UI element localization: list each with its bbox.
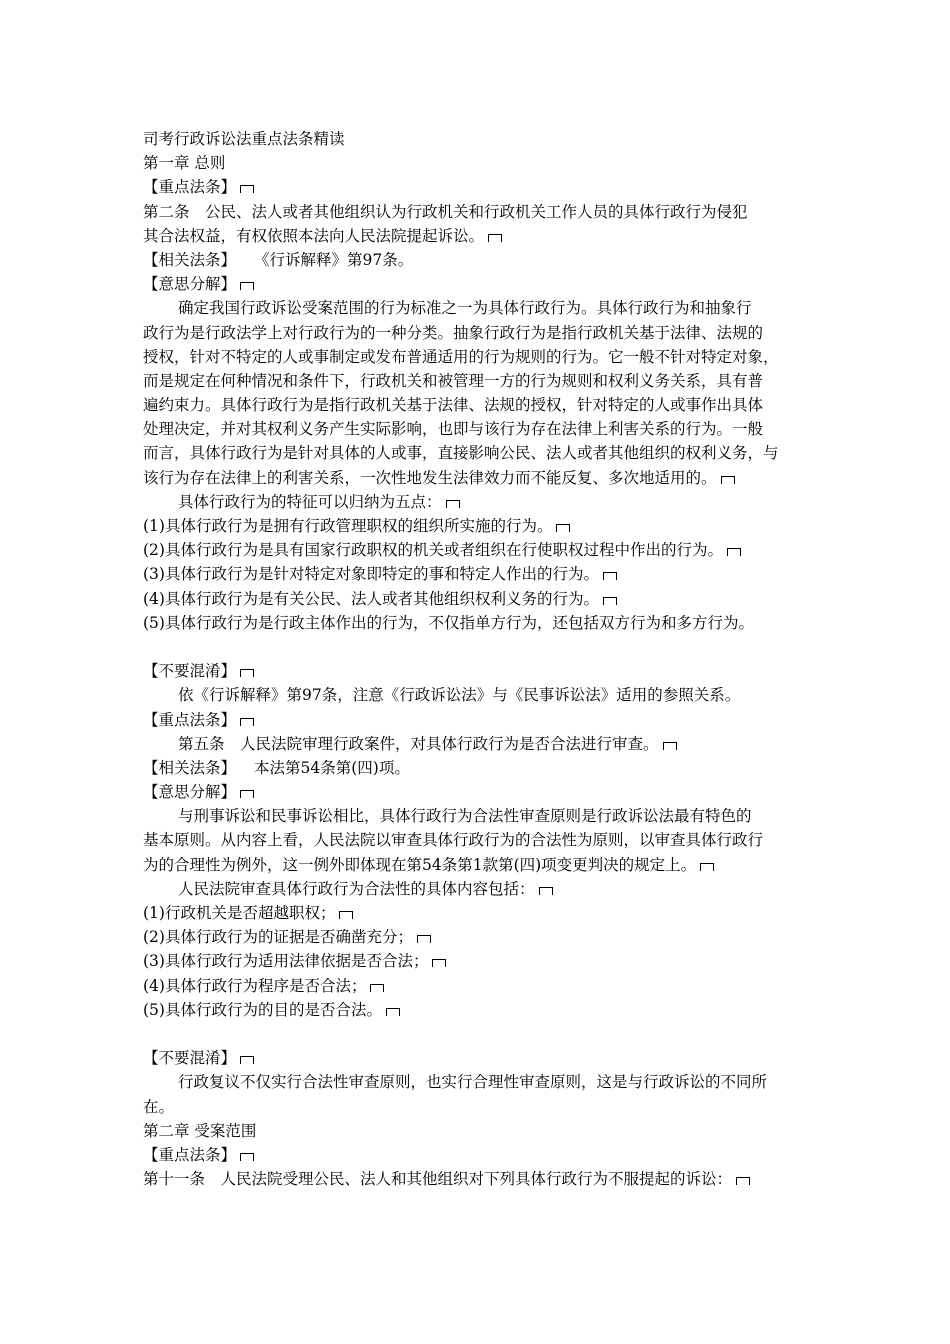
section-label-text: 【相关法条】 — [143, 250, 237, 269]
section-label — [143, 175, 823, 199]
list-item — [143, 514, 823, 538]
paragraph-mark-icon — [736, 1177, 750, 1185]
paragraph-mark-icon — [663, 742, 677, 750]
paragraph-line: 遍约束力。具体行政行为是指行政机关基于法律、法规的授权，针对特定的人或事作出具体 — [143, 396, 764, 415]
list-item-text: (1)具体行政行为是拥有行政管理职权的组织所实施的行为。 — [143, 517, 553, 535]
paragraph-line: 在。 — [143, 1097, 175, 1116]
paragraph-line-text: 为的合理性为例外，这一例外即体现在第54条第1款第(四)项变更判决的规定上。 — [143, 855, 697, 874]
chapter-heading: 第一章 总则 — [143, 154, 226, 173]
paragraph-line — [143, 853, 823, 877]
list-item — [143, 925, 823, 949]
paragraph-mark-icon — [727, 548, 741, 556]
paragraph-mark-icon — [370, 984, 384, 992]
article-text-line: 其合法权益，有权依照本法向人民法院提起诉讼。 — [143, 226, 485, 245]
paragraph-line: 确定我国行政诉讼受案范围的行为标准之一为具体行政行为。具体行政行为和抽象行 — [178, 299, 752, 318]
paragraph-mark-icon — [446, 500, 460, 508]
section-label — [143, 780, 823, 804]
paragraph-line-text: 人民法院审查具体行政行为合法性的具体内容包括： — [178, 879, 535, 898]
article-text-line: 第五条 人民法院审理行政案件，对具体行政行为是否合法进行审查。 — [178, 734, 659, 753]
paragraph-mark-icon — [240, 282, 254, 290]
paragraph-line: 行政复议不仅实行合法性审查原则，也实行合理性审查原则，这是与行政诉讼的不同所 — [178, 1073, 768, 1092]
paragraph-line: 依《行诉解释》第97条，注意《行政诉讼法》与《民事诉讼法》适用的参照关系。 — [178, 686, 741, 705]
list-item-text: (5)具体行政行为的目的是否合法。 — [143, 1000, 382, 1019]
list-item-text: (4)具体行政行为程序是否合法； — [143, 976, 367, 995]
paragraph-mark-icon — [603, 572, 617, 580]
article-text — [143, 1167, 823, 1191]
section-label — [143, 708, 823, 732]
related-article-text: 本法第54条第(四)项。 — [254, 758, 410, 777]
paragraph-mark-icon — [240, 185, 254, 193]
paragraph-mark-icon — [240, 790, 254, 798]
section-label — [143, 659, 823, 683]
paragraph-mark-icon — [432, 959, 446, 967]
list-item-text: (2)具体行政行为是具有国家行政职权的机关或者组织在行使职权过程中作出的行为。 — [143, 541, 723, 560]
paragraph-mark-icon — [721, 476, 735, 484]
related-article-text: 《行诉解释》第97条。 — [254, 250, 414, 269]
paragraph-line: 而言，具体行政行为是针对具体的人或事，直接影响公民、法人或者其他组织的权利义务，与 — [143, 444, 779, 463]
section-label-text: 【意思分解】 — [143, 275, 237, 294]
section-label-text: 【不要混淆】 — [143, 662, 237, 681]
section-label — [143, 272, 823, 296]
paragraph-mark-icon — [556, 524, 570, 532]
paragraph-mark-icon — [539, 887, 553, 895]
paragraph-line — [143, 490, 823, 514]
related-article — [143, 756, 823, 780]
paragraph-mark-icon — [339, 911, 353, 919]
paragraph-line — [143, 466, 823, 490]
blank-line — [143, 1022, 823, 1046]
document-body — [143, 127, 823, 1191]
paragraph-line — [143, 877, 823, 901]
list-item — [143, 998, 823, 1022]
list-item — [143, 538, 823, 562]
article-text — [143, 224, 823, 248]
section-label-text: 【重点法条】 — [143, 1145, 237, 1164]
paragraph-line: 授权，针对不特定的人或事制定或发布普通适用的行为规则的行为。它一般不针对特定对象， — [143, 347, 779, 366]
list-item: (5)具体行政行为是行政主体作出的行为，不仅指单方行为，还包括双方行为和多方行为。 — [143, 613, 754, 632]
article-text — [143, 732, 823, 756]
list-item-text: (2)具体行政行为的证据是否确凿充分； — [143, 928, 413, 947]
list-item — [143, 901, 823, 925]
article-text: 第二条 公民、法人或者其他组织认为行政机关和行政机关工作人员的具体行政行为侵犯 — [143, 202, 748, 221]
list-item-text: (1)行政机关是否超越职权； — [143, 904, 336, 922]
section-label-text: 【重点法条】 — [143, 178, 237, 197]
paragraph-line: 与刑事诉讼和民事诉讼相比，具体行政行为合法性审查原则是行政诉讼法最有特色的 — [178, 807, 752, 826]
document-title: 司考行政诉讼法重点法条精读 — [143, 130, 345, 148]
chapter-heading: 第二章 受案范围 — [143, 1121, 257, 1140]
related-article — [143, 248, 823, 272]
article-text-line: 第十一条 人民法院受理公民、法人和其他组织对下列具体行政行为不服提起的诉讼： — [143, 1170, 733, 1189]
paragraph-mark-icon — [603, 597, 617, 605]
list-item — [143, 974, 823, 998]
paragraph-mark-icon — [700, 863, 714, 871]
paragraph-line-text: 具体行政行为的特征可以归纳为五点： — [178, 492, 442, 511]
paragraph-mark-icon — [240, 718, 254, 726]
list-item-text: (3)具体行政行为是针对特定对象即特定的事和特定人作出的行为。 — [143, 565, 599, 584]
list-item — [143, 949, 823, 973]
paragraph-mark-icon — [240, 1056, 254, 1064]
list-item-text: (3)具体行政行为适用法律依据是否合法； — [143, 952, 429, 971]
section-label-text: 【意思分解】 — [143, 783, 237, 802]
paragraph-line: 而是规定在何种情况和条件下，行政机关和被管理一方的行为规则和权利义务关系，具有普 — [143, 371, 764, 390]
list-item — [143, 587, 823, 611]
section-label — [143, 1143, 823, 1167]
list-item — [143, 562, 823, 586]
section-label-text: 【相关法条】 — [143, 758, 237, 777]
paragraph-mark-icon — [488, 234, 502, 242]
paragraph-mark-icon — [240, 669, 254, 677]
paragraph-line-text: 该行为存在法律上的利害关系，一次性地发生法律效力而不能反复、多次地适用的。 — [143, 468, 717, 487]
paragraph-mark-icon — [386, 1008, 400, 1016]
list-item-text: (4)具体行政行为是有关公民、法人或者其他组织权利义务的行为。 — [143, 589, 599, 608]
section-label-text: 【重点法条】 — [143, 710, 237, 729]
paragraph-mark-icon — [417, 935, 431, 943]
paragraph-line: 处理决定，并对其权利义务产生实际影响，也即与该行为存在法律上利害关系的行为。一般 — [143, 420, 764, 439]
paragraph-mark-icon — [240, 1153, 254, 1161]
blank-line — [143, 635, 823, 659]
paragraph-line: 基本原则。从内容上看，人民法院以审查具体行政行为的合法性为原则，以审查具体行政行 — [143, 831, 764, 850]
section-label-text: 【不要混淆】 — [143, 1049, 237, 1068]
paragraph-line: 政行为是行政法学上对行政行为的一种分类。抽象行政行为是指行政机关基于法律、法规的 — [143, 323, 764, 342]
section-label — [143, 1046, 823, 1070]
